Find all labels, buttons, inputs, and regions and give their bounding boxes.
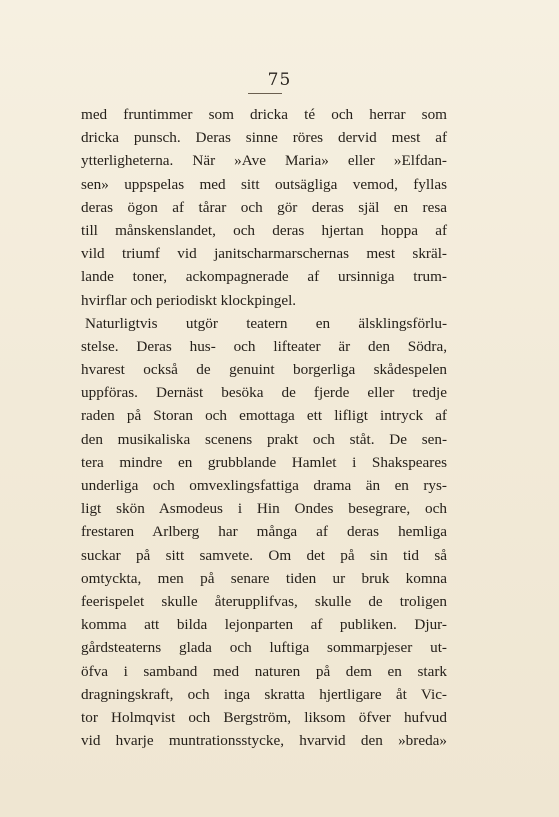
text-line: gårdsteaterns glada och luftiga sommarpjeser ut- <box>81 639 447 657</box>
text-line: raden på Storan och emottaga ett lifligt intryck af <box>81 407 447 425</box>
text-line: deras ögon af tårar och gör deras själ en resa <box>81 198 447 216</box>
text-line: feerispelet skulle återupplifvas, skulle de troligen <box>81 592 447 610</box>
text-line: tor Holmqvist och Bergström, liksom öfver hufvud <box>81 708 447 726</box>
text-line: hvirflar och periodiskt klockpingel. <box>81 291 297 309</box>
text-line: suckar på sitt samvete. Om det på sin tid så <box>81 546 447 564</box>
body-text <box>81 103 447 752</box>
text-line: Naturligtvis utgör teatern en älsklingsförlu- <box>85 314 447 332</box>
text-line: med fruntimmer som dricka té och herrar som <box>81 106 447 123</box>
page-number: 75 <box>267 70 292 90</box>
text-line: sen» uppspelas med sitt outsägliga vemod, fyllas <box>81 175 447 193</box>
page-number-rule <box>248 93 282 94</box>
text-line: ytterligheterna. När »Ave Maria» eller »Elfdan- <box>81 152 447 170</box>
text-line: lande toner, ackompagnerade af ursinniga trum- <box>81 268 447 286</box>
text-line: frestaren Arlberg har många af deras hemliga <box>81 523 447 541</box>
text-line: tera mindre en grubblande Hamlet i Shakspeares <box>81 453 447 471</box>
text-line: underliga och omvexlingsfattiga drama än en rys- <box>81 477 447 494</box>
text-line: ligt skön Asmodeus i Hin Ondes besegrare, och <box>81 500 447 518</box>
text-line: stelse. Deras hus- och lifteater är den Södra, <box>81 337 447 355</box>
text-line: till månskenslandet, och deras hjertan hoppa af <box>81 221 447 239</box>
text-line: den musikaliska scenens prakt och ståt. De sen- <box>81 430 447 448</box>
text-line: vild triumf vid janitscharmarschernas mest skräl- <box>81 245 447 263</box>
text-line: dragningskraft, och inga skratta hjertligare åt Vic- <box>81 685 447 703</box>
text-line: vid hvarje muntrationsstycke, hvarvid den »breda» <box>81 732 447 750</box>
text-line: hvarest också de genuint borgerliga skådespelen <box>81 361 447 379</box>
text-line: komma att bilda lejonparten af publiken. Djur- <box>81 616 447 634</box>
text-line: dricka punsch. Deras sinne röres dervid mest af <box>81 129 447 147</box>
text-line: uppföras. Dernäst besöka de fjerde eller tredje <box>81 384 447 402</box>
text-line: öfva i samband med naturen på dem en stark <box>81 662 447 680</box>
text-line: omtyckta, men på senare tiden ur bruk komna <box>81 569 447 587</box>
